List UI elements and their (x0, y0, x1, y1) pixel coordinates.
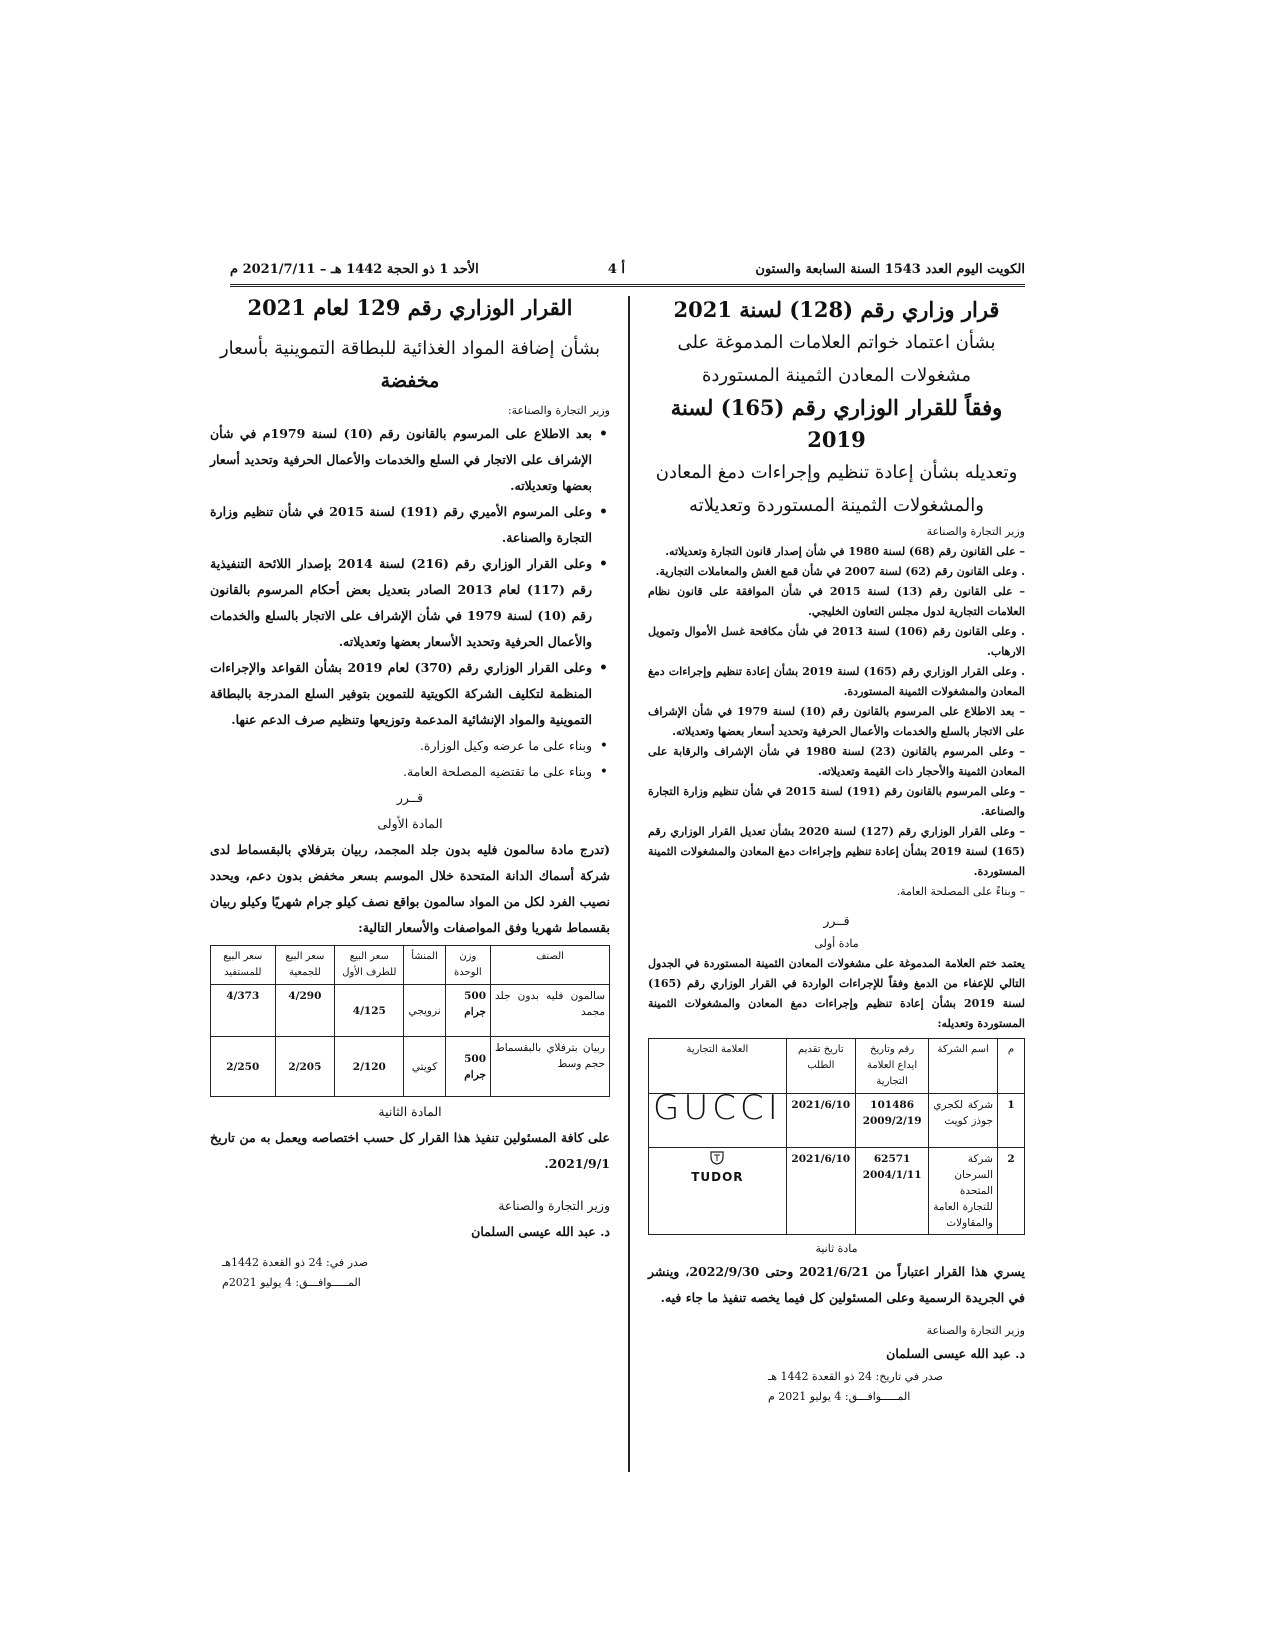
article-2-heading: المادة الثانية (378, 1104, 442, 1119)
trademark-table (648, 1038, 1025, 1235)
table-header: رقم وتاريخ ايداع العلامة التجارية (855, 1039, 928, 1094)
table-header: المنشأ (404, 946, 445, 985)
table-row (649, 1094, 1025, 1148)
decision-128-subtitle-3: وفقاً للقرار الوزاري رقم (165) لسنة 2019 (670, 395, 1003, 452)
preamble-bullet: • وعلى القرار الوزاري رقم (370) لعام 2019 بشأن القواعد والإجراءات المنظمة لتكليف الشركة الكويتية للتموين بتوفير السلع المدرجة بالبطاقة التموينية والمواد الإنشائية المدعمة وتوزيعها وتنظيم صرف الدعم عنها. (210, 655, 610, 733)
table-header: اسم الشركة (929, 1039, 998, 1094)
decision-128-subtitle-5: والمشغولات الثمينة المستوردة وتعديلاته (689, 495, 984, 516)
decision-128-subtitle-1: بشأن اعتماد خواتم العلامات المدموغة على (677, 332, 996, 353)
registration (855, 1148, 928, 1235)
price-coop: 4/290 (275, 985, 335, 1037)
application-date: 2021/6/10 (786, 1094, 855, 1148)
gucci-logo: GUCCI (649, 1094, 787, 1148)
article-2-text: يسري هذا القرار اعتباراً من 2021/6/21 وحتى 2022/9/30، وينشر في الجريدة الرسمية وعلى المسئولين كل فيما يخصه تنفيذ ما جاء فيه. (648, 1264, 1025, 1305)
preamble-bullet: • وعلى المرسوم الأميري رقم (191) لسنة 2015 في شأن تنظيم وزارة التجارة والصناعة. (210, 499, 610, 551)
preamble-item: – على القانون رقم (13) لسنة 2015 في شأن الموافقة على قانون نظام العلامات التجارية لدول مجلس التعاون الخليجي. (648, 585, 1025, 618)
preamble-item: – وعلى المرسوم بالقانون رقم (191) لسنة 2015 في شأن تنظيم وزارة التجارة والصناعة. (648, 785, 1026, 818)
company-name: شركة السرحان المتحدة للتجارة العامة والمقاولات (929, 1148, 998, 1235)
item-name: ربيان بترفلاي بالبقسماط حجم وسط (491, 1037, 610, 1097)
article-1-heading: المادة الأولى (377, 816, 443, 831)
table-header-row (649, 1039, 1025, 1094)
signature-name: د. عبد الله عيسى السلمان (886, 1346, 1025, 1361)
preamble-bullet: • وعلى القرار الوزاري رقم (216) لسنة 2014 بإصدار اللائحة التنفيذية رقم (117) لعام 2013 الصادر بتعديل بعض أحكام المرسوم بالقانون رقم (10) لسنة 1979 في شأن الإشراف على الاتجار بالسلع والخدمات والأعمال الحرفية وتحديد الأسعار بعضها وتعديلاته. (210, 551, 610, 655)
preamble-item: – على القانون رقم (68) لسنة 1980 في شأن إصدار قانون التجارة وتعديلاته. (665, 545, 1025, 558)
row-number: 1 (998, 1094, 1025, 1148)
table-header: م (998, 1039, 1025, 1094)
header-issue: الكويت اليوم العدد 1543 السنة السابعة والستون (755, 262, 1025, 277)
decided-heading: قــرر (396, 790, 424, 805)
table-header: الصنف (491, 946, 610, 985)
price-first-party: 2/120 (335, 1037, 404, 1097)
article-2-heading: مادة ثانية (815, 1242, 858, 1255)
preamble-item: . وعلى القرار الوزاري رقم (165) لسنة 2019 بشأن إعادة تنظيم وإجراءات دمغ المعادن والمشغولات الثمينة المستوردة. (648, 665, 1025, 698)
company-name: شركة لكجري جوذز كويت (929, 1094, 998, 1148)
preamble-item: – وبناءً على المصلحة العامة. (896, 885, 1025, 898)
decision-128-column (648, 294, 1025, 1407)
decision-128-subtitle-2: مشغولات المعادن الثمينة المستوردة (701, 365, 971, 386)
origin: نرويجي (404, 985, 445, 1037)
price-table (210, 945, 610, 1097)
header-date: الأحد 1 ذو الحجة 1442 هـ – 2021/7/11 م (230, 262, 479, 277)
issued-date: صدر في تاريخ: 24 ذو القعدة 1442 هـ (768, 1370, 943, 1383)
preamble-list (210, 421, 610, 785)
decision-129-column (210, 294, 610, 1293)
preamble-item: – وعلى القرار الوزاري رقم (127) لسنة 2020 بشأن تعديل القرار الوزاري رقم (165) لسنة 2019 بشأن إعادة تنظيم وإجراءات دمغ المعادن والمشغولات الثمينة المستوردة. (648, 825, 1026, 878)
registration-number: 62571 (873, 1153, 911, 1165)
minister-label: وزير التجارة والصناعة: (507, 404, 610, 417)
application-date: 2021/6/10 (786, 1148, 855, 1235)
registration-number: 101486 (870, 1099, 915, 1111)
table-header: وزن الوحدة (445, 946, 490, 985)
preamble-bullet: • وبناء على ما تقتضيه المصلحة العامة. (210, 759, 610, 785)
preamble-item: . وعلى القانون رقم (62) لسنة 2007 في شأن قمع الغش والمعاملات التجارية. (655, 565, 1025, 578)
price-beneficiary: 2/250 (211, 1037, 276, 1097)
article-1-text: (تدرج مادة سالمون فليه بدون جلد المجمد، ربيان بترفلاي بالبقسماط لدى شركة أسماك الدانة المتحدة خلال الموسم بسعر مخفض بدون دعم، ويحدد نصيب الفرد لكل من المواد سالمون بواقع نصف كيلو جرام شهريًا وكيلو ربيان بقسماط شهريا وفق المواصفات والأسعار التالية: (210, 842, 610, 935)
decision-129-subtitle: بشأن إضافة المواد الغذائية للبطاقة التموينية بأسعار (219, 338, 600, 359)
signature-title: وزير التجارة والصناعة (926, 1324, 1025, 1337)
article-1-heading: مادة أولى (814, 937, 859, 950)
corresponding-date: المـــــوافـــق: 4 يوليو 2021 م (768, 1390, 911, 1403)
tudor-shield-icon (709, 1151, 725, 1165)
registration-date: 2004/1/11 (862, 1169, 922, 1181)
decision-128-title: قرار وزاري رقم (128) لسنة 2021 (673, 297, 1000, 322)
signature-name: د. عبد الله عيسى السلمان (471, 1224, 610, 1239)
table-header-row (211, 946, 610, 985)
preamble-bullet: • بعد الاطلاع على المرسوم بالقانون رقم (10) لسنة 1979م في شأن الإشراف على الاتجار في السلع والخدمات والأعمال الحرفية وتحديد أسعار بعضها وتعديلاته. (210, 421, 610, 499)
column-divider (628, 296, 630, 1472)
unit-weight: 500 جرام (445, 1037, 490, 1097)
tudor-wordmark: TUDOR (691, 1170, 744, 1184)
row-number: 2 (998, 1148, 1025, 1235)
registration-date: 2009/2/19 (862, 1115, 922, 1127)
minister-label: وزير التجارة والصناعة (926, 525, 1025, 538)
preamble-bullet: • وبناء على ما عرضه وكيل الوزارة. (210, 733, 610, 759)
preamble-item: – بعد الاطلاع على المرسوم بالقانون رقم (10) لسنة 1979 في شأن الإشراف على الاتجار بالسلع والخدمات والأعمال الحرفية وتحديد أسعار بعضها وتعديلاته. (648, 705, 1025, 738)
decision-129-title: القرار الوزاري رقم 129 لعام 2021 (247, 295, 573, 320)
registration (855, 1094, 928, 1148)
table-header: العلامة التجارية (649, 1039, 787, 1094)
decision-128-subtitle-4: وتعديله بشأن إعادة تنظيم وإجراءات دمغ المعادن (655, 462, 1018, 483)
item-name: سالمون فليه بدون جلد مجمد (491, 985, 610, 1037)
table-row (649, 1148, 1025, 1235)
preamble-item: – وعلى المرسوم بالقانون (23) لسنة 1980 في شأن الإشراف والرقابة على المعادن الثمينة والأحجار ذات القيمة وتعديلاته. (648, 745, 1026, 778)
table-row (211, 1037, 610, 1097)
article-2-text: على كافة المسئولين تنفيذ هذا القرار كل حسب اختصاصه ويعمل به من تاريخ 2021/9/1. (210, 1130, 610, 1171)
tudor-logo (649, 1148, 787, 1235)
price-beneficiary: 4/373 (211, 985, 276, 1037)
table-header: تاريخ تقديم الطلب (786, 1039, 855, 1094)
page-header (230, 258, 1025, 287)
table-header: سعر البيع للمستفيد (211, 946, 276, 985)
table-header: سعر البيع للجمعية (275, 946, 335, 985)
decided-heading: قــرر (823, 913, 850, 928)
price-first-party: 4/125 (335, 985, 404, 1037)
article-1-text: يعتمد ختم العلامة المدموغة على مشغولات المعادن الثمينة المستوردة في الجدول التالي للإعفاء من الدمغ وفقاً للإجراءات الواردة في القرار الوزاري رقم (165) لسنة 2019 بشأن إعادة تنظيم وإجراءات دمغ المعادن والمشغولات الثمينة المستوردة وتعديله: (648, 957, 1025, 1030)
issued-date: صدر في: 24 ذو القعدة 1442هـ (222, 1256, 369, 1269)
preamble-item: . وعلى القانون رقم (106) لسنة 2013 في شأن مكافحة غسل الأموال وتمويل الارهاب. (648, 625, 1026, 658)
header-page-number: أ 4 (607, 262, 625, 277)
unit-weight: 500 جرام (445, 985, 490, 1037)
origin: كويتي (404, 1037, 445, 1097)
table-header: سعر البيع للطرف الأول (335, 946, 404, 985)
table-row (211, 985, 610, 1037)
corresponding-date: المـــــوافـــق: 4 يوليو 2021م (222, 1276, 361, 1289)
decision-129-subtitle-2: مخفضة (380, 370, 440, 392)
signature-title: وزير التجارة والصناعة (498, 1198, 610, 1213)
price-coop: 2/205 (275, 1037, 335, 1097)
